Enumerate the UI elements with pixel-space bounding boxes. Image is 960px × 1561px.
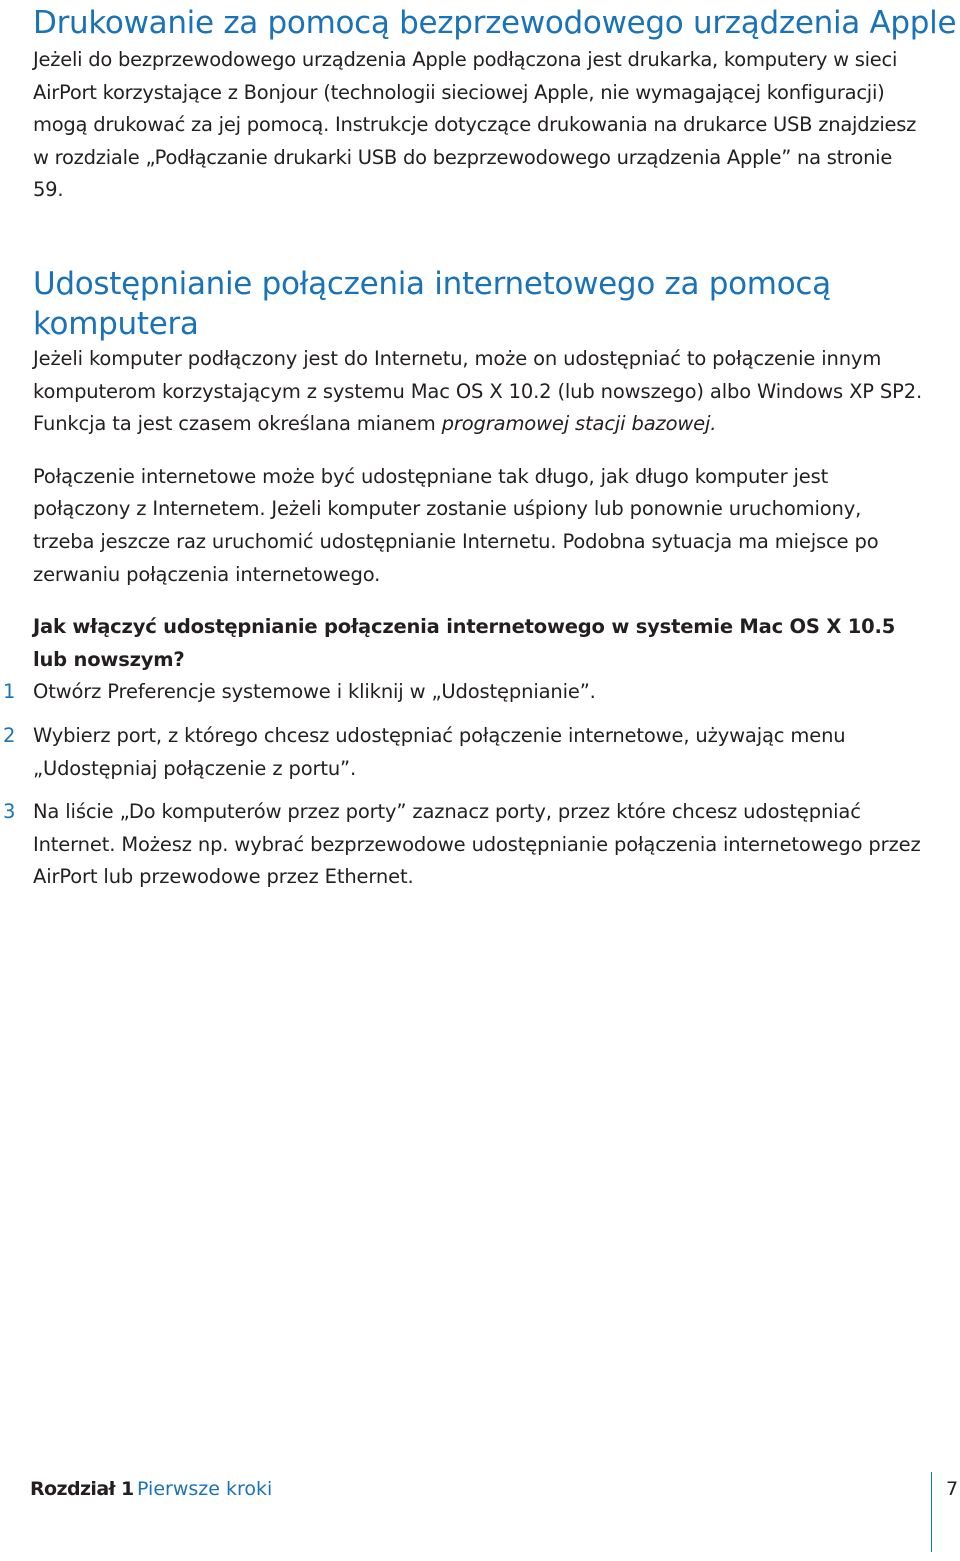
section-title-sharing: Udostępnianie połączenia internetowego za pomocą komputera — [33, 266, 831, 342]
step-number: 2 — [3, 723, 16, 747]
step-number: 3 — [3, 800, 16, 824]
footer-page-number: 7 — [946, 1478, 959, 1500]
footer-chapter: Rozdział 1 — [30, 1478, 134, 1500]
section-body-sharing — [3, 343, 928, 905]
step-item — [3, 676, 928, 709]
footer-divider — [931, 1472, 932, 1552]
subheading-how-to: Jak włączyć udostępnianie połączenia internetowego w systemie Mac OS X 10.5 lub nowszym? — [33, 615, 896, 671]
step-number: 1 — [3, 680, 16, 704]
step-item — [3, 720, 928, 785]
section-body-printing — [33, 44, 923, 207]
page-footer — [30, 1472, 959, 1512]
paragraph-sharing-intro — [33, 343, 928, 441]
paragraph-printing: Jeżeli do bezprzewodowego urządzenia Apple podłączona jest drukarka, komputery w sieci AirPort korzystające z Bonjour (technologii sieciowej Apple, nie wymagającej konfiguracji) mogą drukować za jej pomocą. Instrukcje dotyczące drukowania na drukarce USB znajdziesz w rozdziale „Podłączanie drukarki USB do bezprzewodowego urządzenia Apple” na stronie 59. — [33, 48, 917, 202]
paragraph-sharing-duration: Połączenie internetowe może być udostępniane tak długo, jak długo komputer jest połączony z Internetem. Jeżeli komputer zostanie uśpiony lub ponownie uruchomiony, trzeba jeszcze raz uruchomić udostępnianie Internetu. Podobna sytuacja ma miejsce po zerwaniu połączenia internetowego. — [33, 464, 879, 586]
emphasis-software-base-station: programowej stacji bazowej. — [441, 412, 717, 436]
section-title-printing: Drukowanie za pomocą bezprzewodowego urządzenia Apple — [33, 5, 957, 41]
step-item — [3, 796, 928, 894]
steps-list — [3, 676, 928, 894]
paragraph-sharing-intro-text: Jeżeli komputer podłączony jest do Internetu, może on udostępniać to połączenie innym komputerom korzystającym z systemu Mac OS X 10.2 (lub nowszego) albo Windows XP SP2. Funkcja ta jest czasem określana mianem — [33, 347, 923, 436]
step-text: Wybierz port, z którego chcesz udostępniać połączenie internetowe, używając menu „Udostępniaj połączenie z portu”. — [33, 723, 846, 780]
footer-chapter-name: Pierwsze kroki — [137, 1478, 273, 1500]
step-text: Na liście „Do komputerów przez porty” zaznacz porty, przez które chcesz udostępniać Internet. Możesz np. wybrać bezprzewodowe udostępnianie połączenia internetowego przez AirPort lub przewodowe przez Ethernet. — [33, 800, 921, 889]
step-text: Otwórz Preferencje systemowe i kliknij w „Udostępnianie”. — [33, 680, 596, 704]
